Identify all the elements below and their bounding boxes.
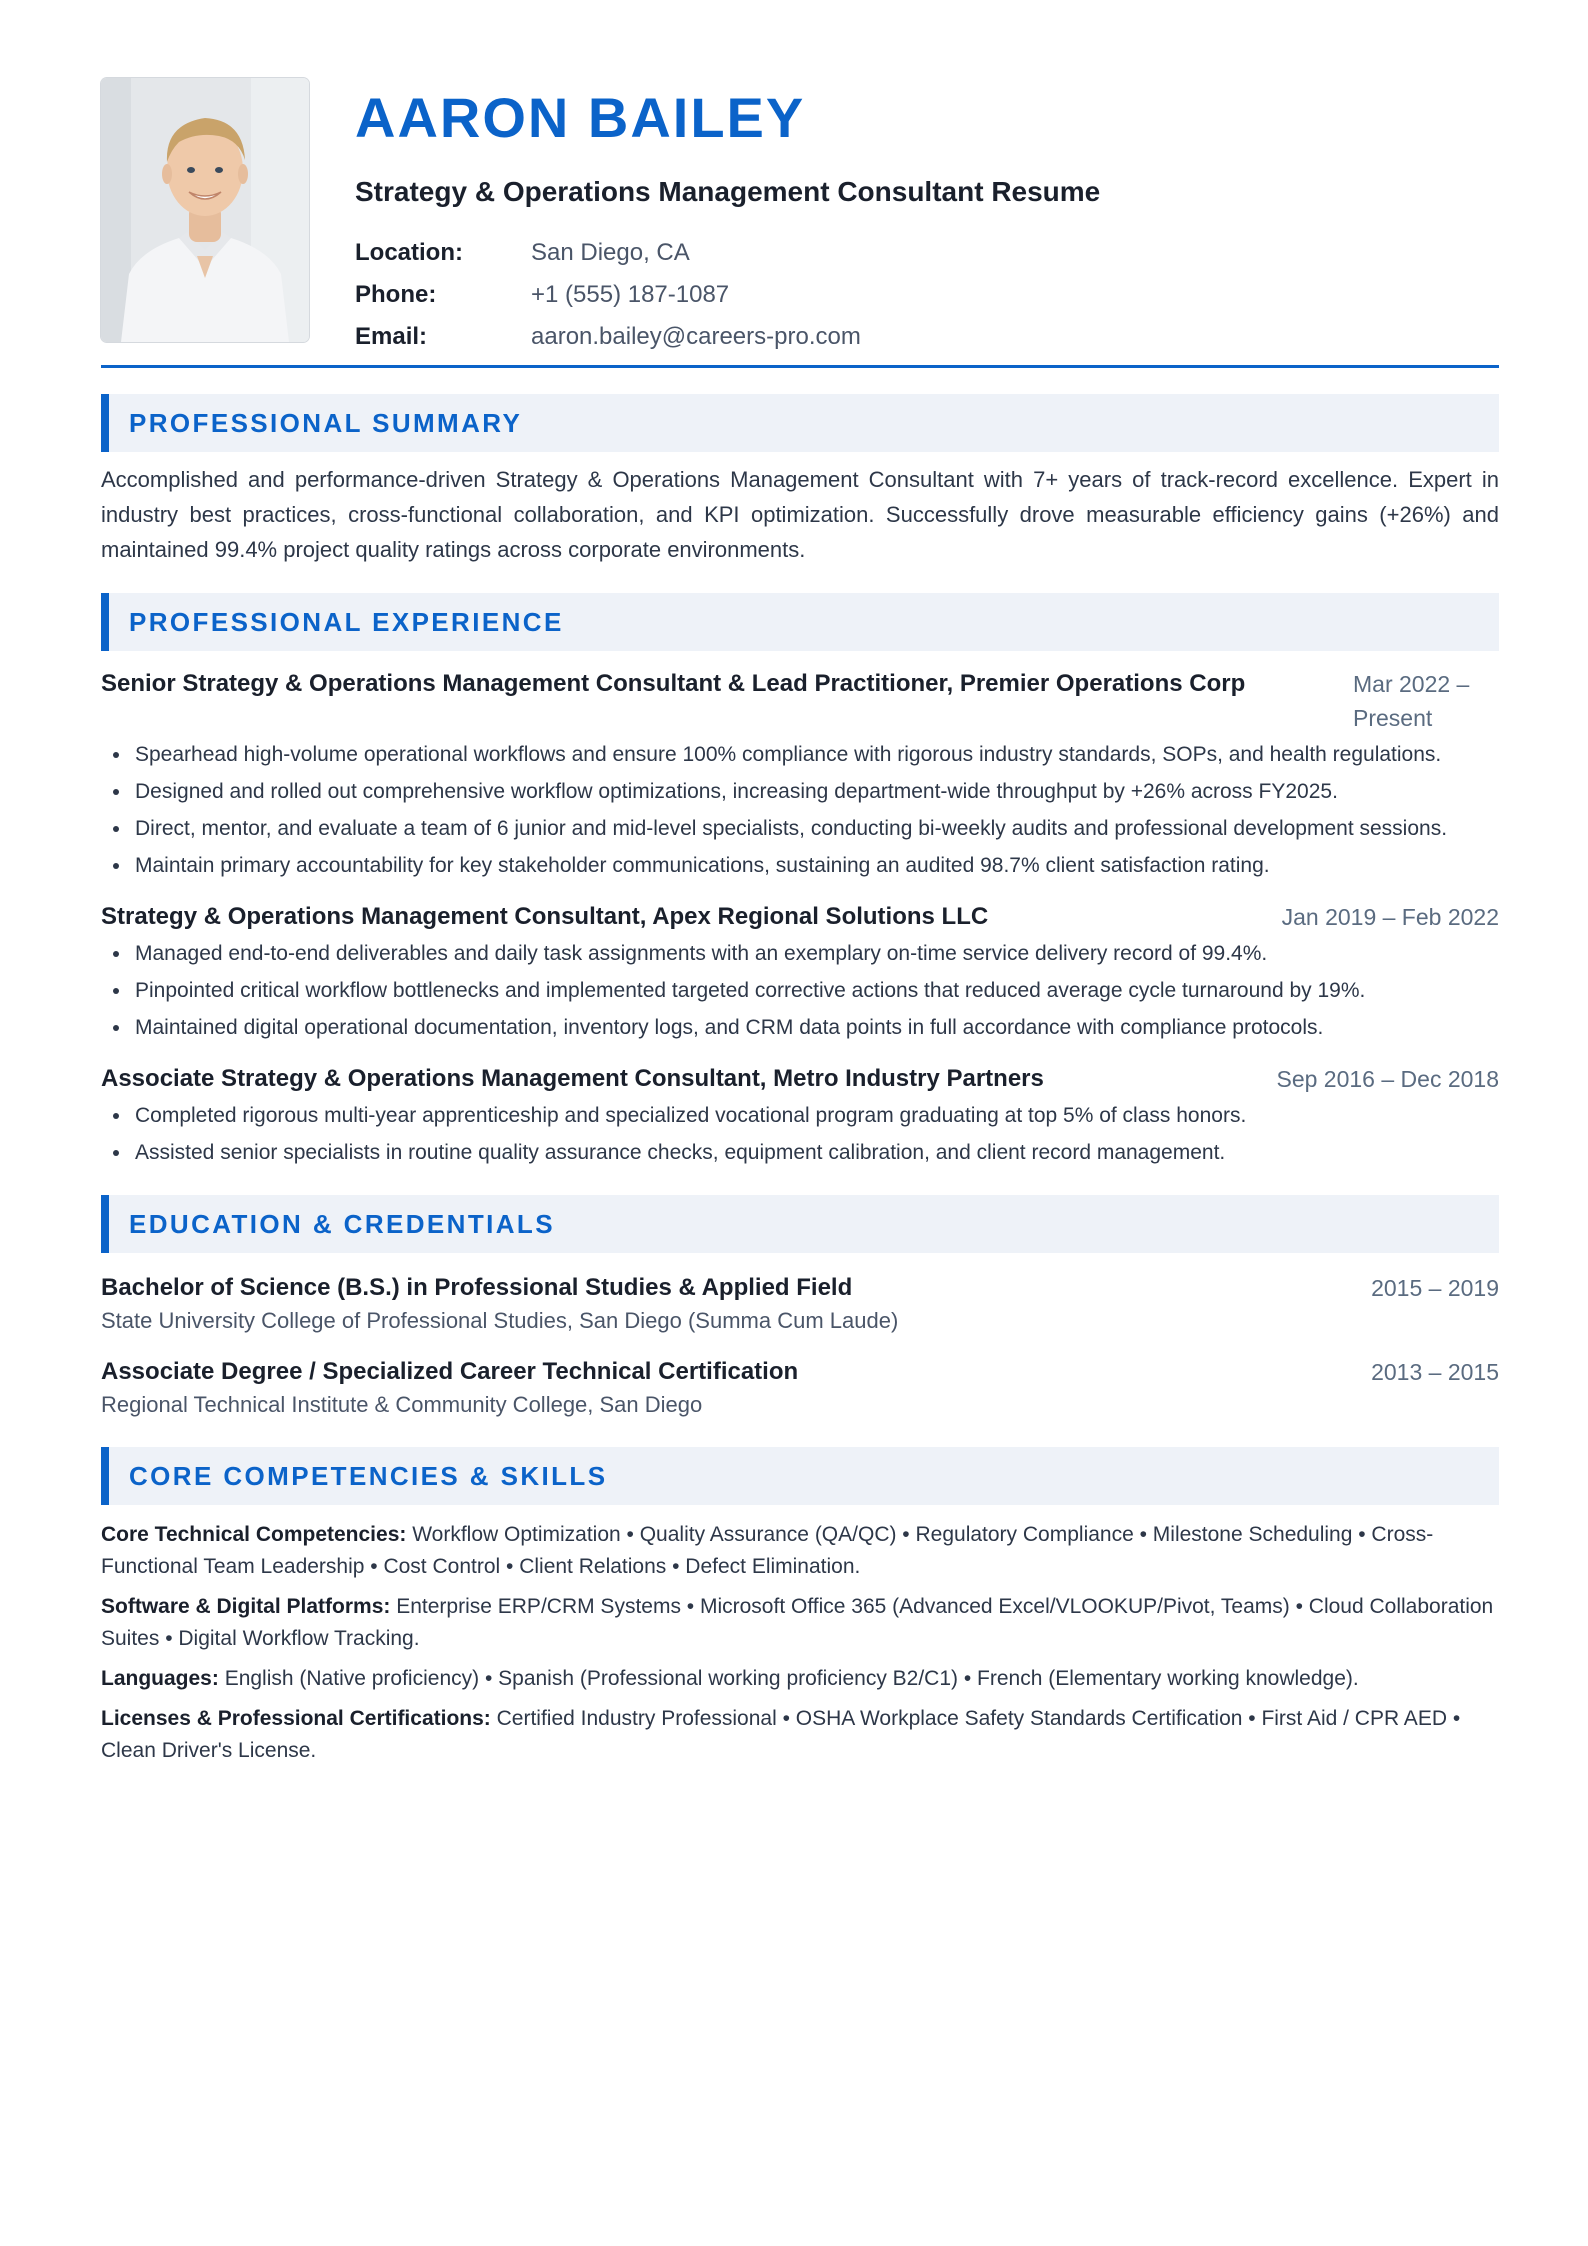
bullet-item: Maintained digital operational documentation, inventory logs, and CRM data points in full accordance with compliance protocols.: [101, 1012, 1499, 1044]
bullet-item: Spearhead high-volume operational workflows and ensure 100% compliance with rigorous industry standards, SOPs, and health regulations.: [101, 739, 1499, 771]
bullet-item: Completed rigorous multi-year apprenticeship and specialized vocational program graduating at top 5% of class honors.: [101, 1100, 1499, 1132]
job-title: Strategy & Operations Management Consultant, Apex Regional Solutions LLC: [101, 903, 989, 930]
section-title: PROFESSIONAL SUMMARY: [129, 407, 523, 438]
bullet-item: Assisted senior specialists in routine quality assurance checks, equipment calibration, and client record management.: [101, 1137, 1499, 1169]
bullet-item: Designed and rolled out comprehensive workflow optimizations, increasing department-wide throughput by +26% across FY2025.: [101, 776, 1499, 808]
contact-email: [355, 316, 1100, 358]
education-dates: 2013 – 2015: [1371, 1359, 1499, 1385]
skill-row: [101, 1519, 1499, 1583]
resume-page: [101, 78, 1499, 1775]
resume-header: [101, 78, 1499, 350]
skill-label: Licenses & Professional Certifications:: [101, 1707, 497, 1730]
job-bullets: [101, 739, 1499, 882]
education-dates: 2015 – 2019: [1371, 1275, 1499, 1301]
section-heading-education: [101, 1195, 1499, 1253]
skill-row: [101, 1591, 1499, 1655]
job-dates: Jan 2019 – Feb 2022: [1281, 904, 1499, 930]
skill-value: Enterprise ERP/CRM Systems • Microsoft Office 365 (Advanced Excel/VLOOKUP/Pivot, Teams) • Cloud Collaboration Suites • Digital Workflow Tracking.: [101, 1595, 1494, 1650]
bullet-item: Managed end-to-end deliverables and daily task assignments with an exemplary on-time service delivery record of 99.4%.: [101, 938, 1499, 970]
section-heading-experience: [101, 593, 1499, 651]
section-title: CORE COMPETENCIES & SKILLS: [129, 1460, 608, 1491]
bullet-item: Direct, mentor, and evaluate a team of 6 junior and mid-level specialists, conducting bi-weekly audits and professional development sessions.: [101, 813, 1499, 845]
contact-location: [355, 232, 1100, 274]
phone-value: +1 (555) 187-1087: [531, 281, 730, 308]
job-title: Senior Strategy & Operations Management Consultant & Lead Practitioner, Premier Operations Corp: [101, 670, 1246, 697]
contact-label: Location:: [355, 239, 463, 266]
job-bullets: [101, 938, 1499, 1044]
section-heading-skills: [101, 1447, 1499, 1505]
degree-title: Bachelor of Science (B.S.) in Professional Studies & Applied Field: [101, 1274, 853, 1301]
education-list: [101, 1271, 1499, 1421]
skill-label: Core Technical Competencies:: [101, 1523, 413, 1546]
contact-label: Phone:: [355, 281, 437, 308]
resume-subtitle: Strategy & Operations Management Consultant Resume: [355, 176, 1101, 207]
degree-title: Associate Degree / Specialized Career Technical Certification: [101, 1358, 799, 1385]
skill-value: English (Native proficiency) • Spanish (Professional working proficiency B2/C1) • French (Elementary working knowledge).: [224, 1667, 1359, 1690]
contact-phone: [355, 274, 1100, 316]
summary-text: Accomplished and performance-driven Strategy & Operations Management Consultant with 7+ years of track-record excellence. Expert in industry best practices, cross-functional collaboration, and KPI optimization. Successfully drove measurable efficiency gains (+26%) and maintained 99.4% project quality ratings across corporate environments.: [101, 467, 1499, 562]
skill-value: Workflow Optimization • Quality Assurance (QA/QC) • Regulatory Compliance • Milestone Scheduling • Cross-Functional Team Leadership • Cost Control • Client Relations • Defect Elimination.: [101, 1523, 1434, 1578]
job-title: Associate Strategy & Operations Management Consultant, Metro Industry Partners: [101, 1065, 1044, 1092]
contact-label: Email:: [355, 323, 428, 350]
candidate-name: AARON BAILEY: [355, 86, 806, 149]
job-dates: Sep 2016 – Dec 2018: [1276, 1066, 1499, 1092]
job-entry: [101, 900, 1499, 1044]
education-entry: [101, 1271, 1499, 1337]
skills-list: [101, 1519, 1499, 1767]
skill-label: Software & Digital Platforms:: [101, 1595, 397, 1618]
header-text: [355, 78, 1100, 358]
bullet-item: Pinpointed critical workflow bottlenecks and implemented targeted corrective actions that reduced average cycle turnaround by 19%.: [101, 975, 1499, 1007]
school-name: State University College of Professional Studies, San Diego (Summa Cum Laude): [101, 1308, 899, 1333]
skill-row: [101, 1663, 1499, 1695]
experience-list: [101, 667, 1499, 1169]
contact-info: [355, 232, 1100, 358]
skill-value: Certified Industry Professional • OSHA Workplace Safety Standards Certification • First Aid / CPR AED • Clean Driver's License.: [101, 1707, 1461, 1762]
skill-row: [101, 1703, 1499, 1767]
job-bullets: [101, 1100, 1499, 1169]
section-heading-summary: [101, 394, 1499, 452]
school-name: Regional Technical Institute & Community College, San Diego: [101, 1392, 703, 1417]
bullet-item: Maintain primary accountability for key stakeholder communications, sustaining an audited 98.7% client satisfaction rating.: [101, 850, 1499, 882]
header-divider: [101, 365, 1499, 368]
section-title: EDUCATION & CREDENTIALS: [129, 1208, 555, 1239]
job-entry: [101, 1062, 1499, 1169]
section-title: PROFESSIONAL EXPERIENCE: [129, 606, 564, 637]
email-value: aaron.bailey@careers-pro.com: [531, 323, 861, 350]
job-dates: Mar 2022 – Present: [1353, 671, 1470, 731]
skill-label: Languages:: [101, 1667, 225, 1690]
location-value: San Diego, CA: [531, 239, 690, 266]
education-entry: [101, 1355, 1499, 1421]
profile-photo: [101, 78, 309, 342]
job-entry: [101, 667, 1499, 882]
